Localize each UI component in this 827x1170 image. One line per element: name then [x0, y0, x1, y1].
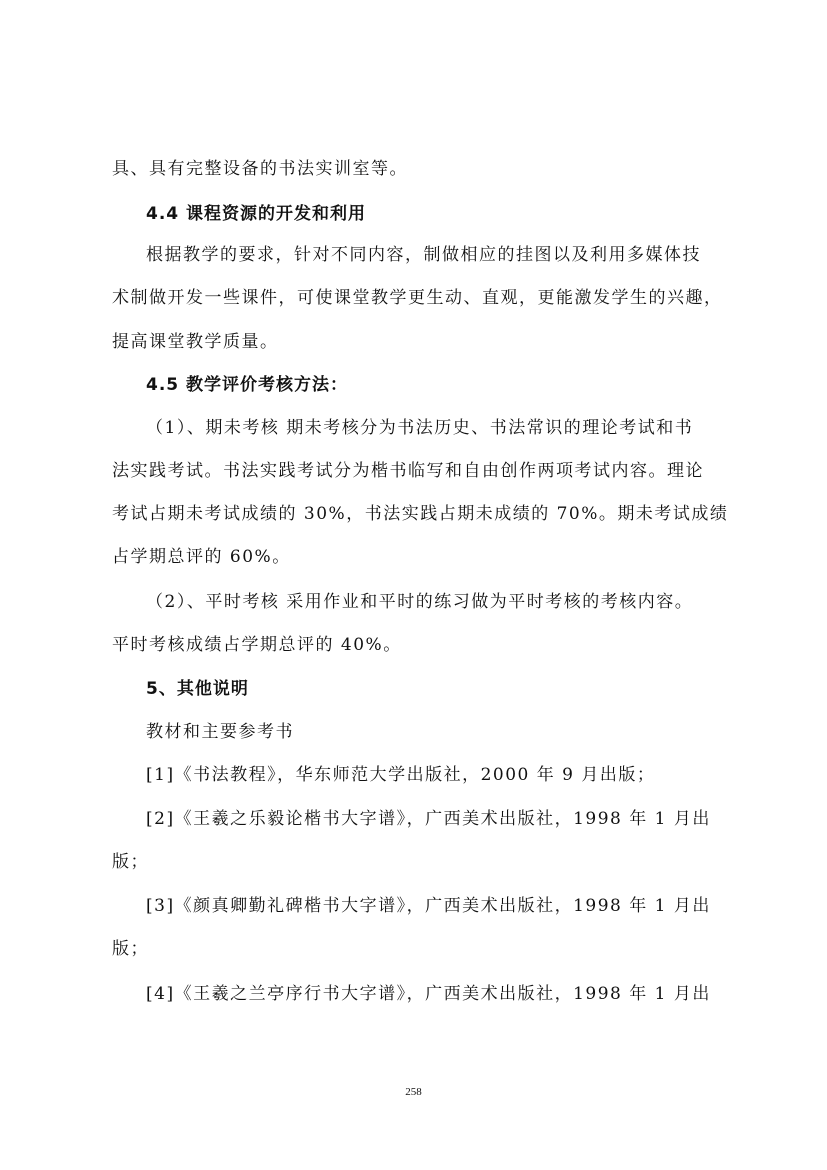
reference-item: [4]《王羲之兰亭序行书大字谱》，广西美术出版社，1998 年 1 月出 [146, 984, 711, 1004]
reference-item: [2]《王羲之乐毅论楷书大字谱》，广西美术出版社，1998 年 1 月出 [146, 809, 711, 829]
text-line: 平时考核成绩占学期总评的 40%。 [112, 635, 402, 655]
text-line: 教材和主要参考书 [146, 722, 294, 742]
text-line: （1）、期未考核 期未考核分为书法历史、书法常识的理论考试和书 [146, 418, 694, 438]
text-line: （2）、平时考核 采用作业和平时的练习做为平时考核的考核内容。 [146, 592, 694, 612]
section-heading-5: 5、其他说明 [146, 679, 249, 699]
reference-item: [3]《颜真卿勤礼碑楷书大字谱》，广西美术出版社，1998 年 1 月出 [146, 896, 711, 916]
page-number: 258 [405, 1086, 422, 1098]
text-line: 术制做开发一些课件，可使课堂教学更生动、直观，更能激发学生的兴趣， [112, 288, 723, 308]
text-line: 占学期总评的 60%。 [112, 547, 291, 567]
text-line: 法实践考试。书法实践考试分为楷书临写和自由创作两项考试内容。理论 [112, 461, 704, 481]
section-heading-4-4: 4.4 课程资源的开发和利用 [146, 204, 367, 224]
text-line: 版； [112, 939, 149, 959]
text-line: 根据教学的要求，针对不同内容，制做相应的挂图以及利用多媒体技 [146, 245, 701, 265]
text-line: 考试占期未考试成绩的 30%，书法实践占期未成绩的 70%。期未考试成绩 [112, 504, 729, 524]
text-line: 具、具有完整设备的书法实训室等。 [112, 159, 408, 179]
section-heading-4-5: 4.5 教学评价考核方法： [146, 375, 349, 395]
reference-item: [1]《书法教程》，华东师范大学出版社，2000 年 9 月出版； [146, 765, 656, 785]
text-line: 提高课堂教学质量。 [112, 332, 279, 352]
text-line: 版； [112, 852, 149, 872]
